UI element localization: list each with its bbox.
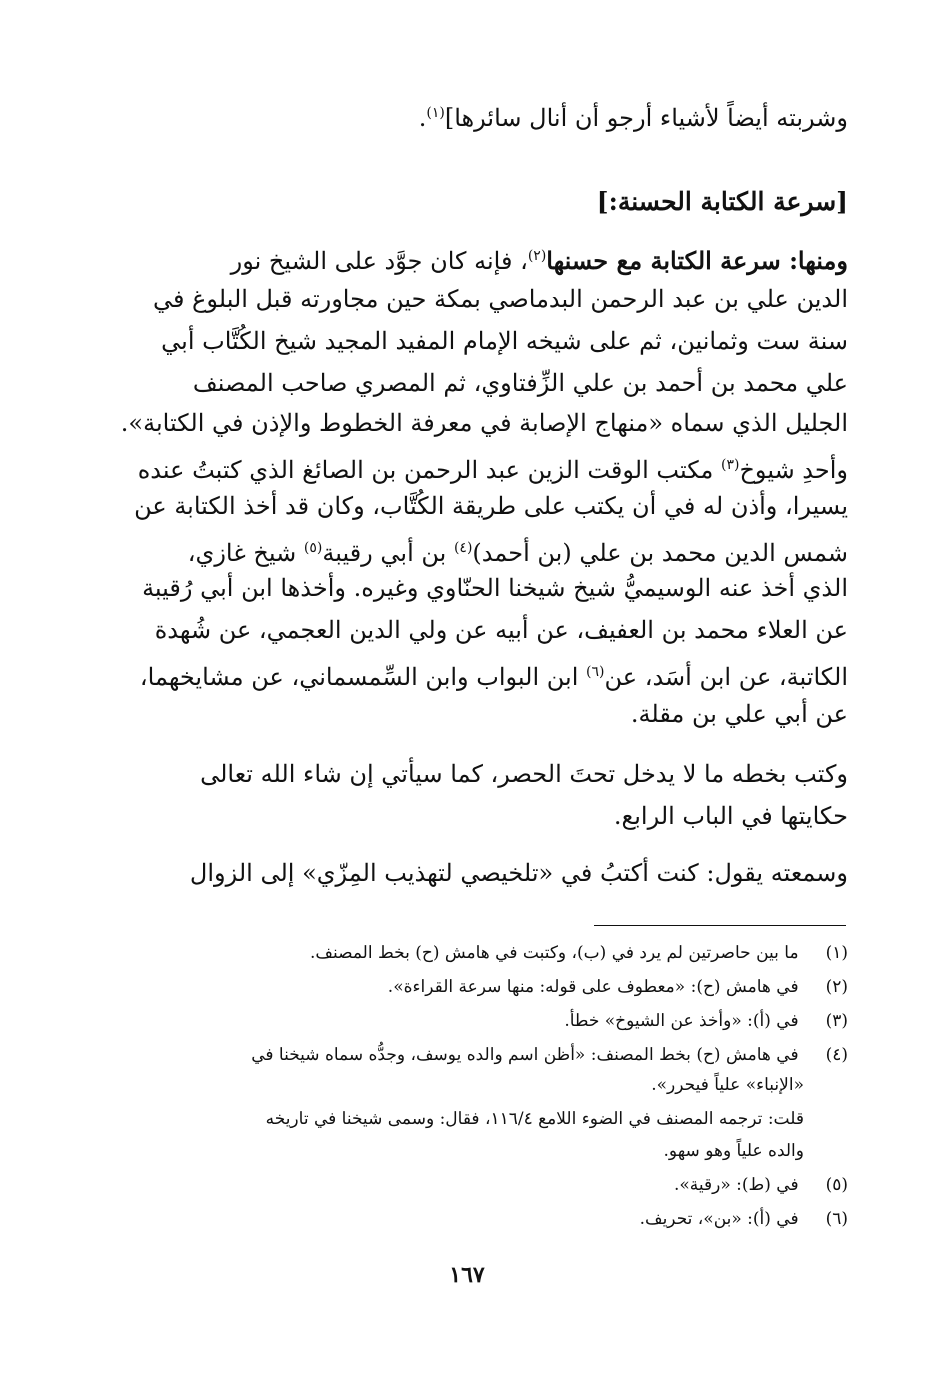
body-line: وسمعته يقول: كنت أكتبُ في «تلخيصي لتهذيب المِزّي» إلى الزوال [189, 859, 848, 887]
footnote [251, 1042, 848, 1068]
footnote [310, 940, 848, 966]
footnote [388, 974, 848, 1000]
footnote-number: (٣) [825, 1011, 848, 1031]
body-line: سنة ست وثمانين، ثم على شيخه الإمام المفيد المجيد شيخ الكُتَّاب أبي [161, 327, 848, 355]
footnote [640, 1206, 848, 1232]
footnote-continuation: قلت: ترجمه المصنف في الضوء اللامع ١١٦/٤، فقال: وسمى شيخنا في تاريخه [265, 1109, 804, 1129]
body-line: شمس الدين محمد بن علي (بن أحمد)$^{(٤)}$ بن أبي رقيبة$^{(٥)}$ شيخ غازي، [187, 539, 848, 567]
footnote-ref[interactable]: (٣) [720, 457, 740, 473]
footnote-number: (٥) [825, 1175, 848, 1195]
footnote-number: (١) [825, 943, 848, 963]
footnote-text: في (أ): «وأخذ عن الشيوخ» خطأ. [564, 1011, 799, 1031]
footnote-ref[interactable]: (٤) [453, 540, 473, 556]
body-line: علي محمد بن أحمد بن علي الزِّفتاوي، ثم المصري صاحب المصنف [192, 369, 848, 397]
body-line: وكتب بخطه ما لا يدخل تحتَ الحصر، كما سيأتي إن شاء الله تعالى [200, 760, 848, 788]
footnote-number: (٢) [825, 977, 848, 997]
section-heading: [سرعة الكتابة الحسنة:] [596, 187, 848, 216]
footnote-text: ما بين حاصرتين لم يرد في (ب)، وكتبت في هامش (ح) بخط المصنف. [309, 943, 799, 963]
body-line: عن العلاء محمد بن العفيف، عن أبيه عن ولي الدين العجمي، عن شُهدة [154, 616, 848, 644]
footnote-ref[interactable]: (٥) [303, 540, 323, 556]
page-number: ١٦٧ [449, 1262, 485, 1288]
footnote [674, 1172, 848, 1198]
body-line: الكاتبة، عن ابن أسَد، عن$^{(٦)}$ ابن البواب وابن السِّمسماني، عن مشايخهما، [139, 663, 848, 691]
footnote-text: في (ط): «رقية». [673, 1175, 799, 1195]
footnote [564, 1008, 848, 1034]
footnote-ref[interactable]: (٢) [527, 248, 547, 264]
footnote-ref[interactable]: (٦) [586, 664, 605, 680]
body-line: حكايتها في الباب الرابع. [613, 802, 848, 830]
body-line: عن أبي علي بن مقلة. [630, 700, 848, 728]
footnote-continuation: والده علياً وهو سهو. [663, 1141, 804, 1161]
footnote-separator [594, 925, 846, 926]
body-line: الدين علي بن عبد الرحمن البدماصي بمكة حين مجاورته قبل البلوغ في [152, 285, 848, 313]
body-line: الذي أخذ عنه الوسيميُّ شيخ شيخنا الحنّاوي وغيره. وأخذها ابن أبي رُقيبة [142, 574, 848, 602]
footnote-ref[interactable]: (١) [426, 105, 445, 121]
footnote-text: في (أ): «بن»، تحريف. [639, 1209, 799, 1229]
footnote-continuation: «الإنباء» علياً فيحرر». [651, 1075, 804, 1095]
footnote-text: في هامش (ح) بخط المصنف: «أظن اسم والده يوسف، وجدُّه سماه شيخنا في [251, 1045, 799, 1065]
body-line: الجليل الذي سماه «منهاج الإصابة في معرفة الخطوط والإذن في الكتابة». [120, 409, 848, 437]
footnote-number: (٦) [825, 1209, 848, 1229]
footnote-text: في هامش (ح): «معطوف على قوله: منها سرعة القراءة». [387, 977, 799, 997]
footnote-number: (٤) [825, 1045, 848, 1065]
body-line: ومنها: سرعة الكتابة مع حسنها$^{(٢)}$، فإنه كان جوَّد على الشيخ نور [230, 246, 848, 275]
body-line: يسيرا، وأذن له في أن يكتب على طريقة الكُتَّاب، وكان قد أخذ الكتابة عن [134, 492, 848, 520]
body-line: وشربته أيضاً لأشياء أرجو أن أنال سائرها]$^{(١)}$. [418, 104, 848, 132]
body-line: وأحدِ شيوخ$^{(٣)}$ مكتب الوقت الزين عبد الرحمن بن الصائغ الذي كتبتُ عنده [137, 456, 848, 484]
